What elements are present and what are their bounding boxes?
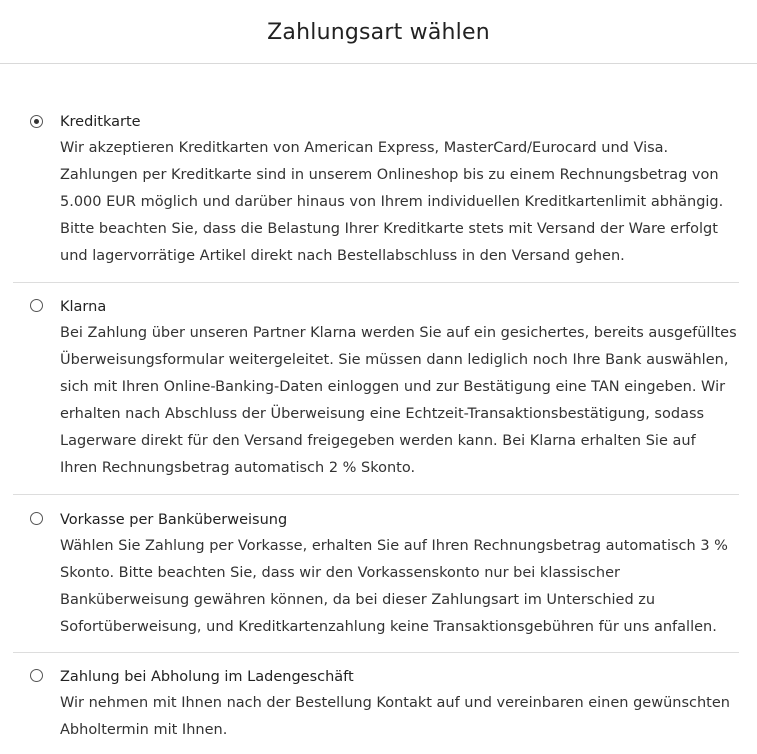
- payment-option-description: Wir akzeptieren Kreditkarten von American Express, MasterCard/Eurocard und Visa. Zahlungen per Kreditkarte sind in unserem Onlineshop bis zu einem Rechnungsbetrag von 5.000 EUR möglich und darüber hinaus von Ihrem individuellen Kreditkartenlimit abhängig. Bitte beachten Sie, dass die Belastung Ihrer Kreditkarte stets mit Versand der Ware erfolgt und lagervorrätige Artikel direkt nach Bestellabschluss in den Versand gehen.: [60, 140, 724, 264]
- page-title: Zahlungsart wählen: [267, 19, 490, 45]
- radio-vorkasse[interactable]: [30, 512, 43, 525]
- payment-option-label[interactable]: Kreditkarte: [60, 114, 141, 130]
- payment-option-vorkasse[interactable]: [13, 494, 739, 652]
- payment-option-kreditkarte[interactable]: [13, 102, 739, 282]
- payment-option-label[interactable]: Vorkasse per Banküberweisung: [60, 512, 288, 528]
- radio-abholung[interactable]: [30, 669, 43, 682]
- radio-kreditkarte[interactable]: [30, 115, 43, 128]
- page-header: [0, 0, 757, 64]
- payment-option-abholung[interactable]: [13, 652, 739, 744]
- payment-options-list: [0, 102, 757, 744]
- payment-option-label[interactable]: Zahlung bei Abholung im Ladengeschäft: [60, 669, 354, 685]
- payment-option-description: Bei Zahlung über unseren Partner Klarna werden Sie auf ein gesichertes, bereits ausgefülltes Überweisungsformular weitergeleitet. Sie müssen dann lediglich noch Ihre Bank auswählen, sich mit Ihren Online-Banking-Daten einloggen und zur Bestätigung eine TAN eingeben. Wir erhalten nach Abschluss der Überweisung eine Echtzeit-Transaktionsbestätigung, sodass Lagerware direkt für den Versand freigegeben werden kann. Bei Klarna erhalten Sie auf Ihren Rechnungsbetrag automatisch 2 % Skonto.: [60, 325, 737, 476]
- payment-option-description: Wählen Sie Zahlung per Vorkasse, erhalten Sie auf Ihren Rechnungsbetrag automatisch 3 % Skonto. Bitte beachten Sie, dass wir den Vorkassenskonto nur bei klassischer Banküberweisung gewähren können, da bei dieser Zahlungsart im Unterschied zu Sofortüberweisung, und Kreditkartenzahlung keine Transaktionsgebühren für uns anfallen.: [60, 538, 728, 635]
- payment-option-description: Wir nehmen mit Ihnen nach der Bestellung Kontakt auf und vereinbaren einen gewünschten Abholtermin mit Ihnen.: [60, 695, 730, 738]
- payment-option-label[interactable]: Klarna: [60, 299, 107, 315]
- payment-option-klarna[interactable]: [13, 282, 739, 494]
- radio-klarna[interactable]: [30, 299, 43, 312]
